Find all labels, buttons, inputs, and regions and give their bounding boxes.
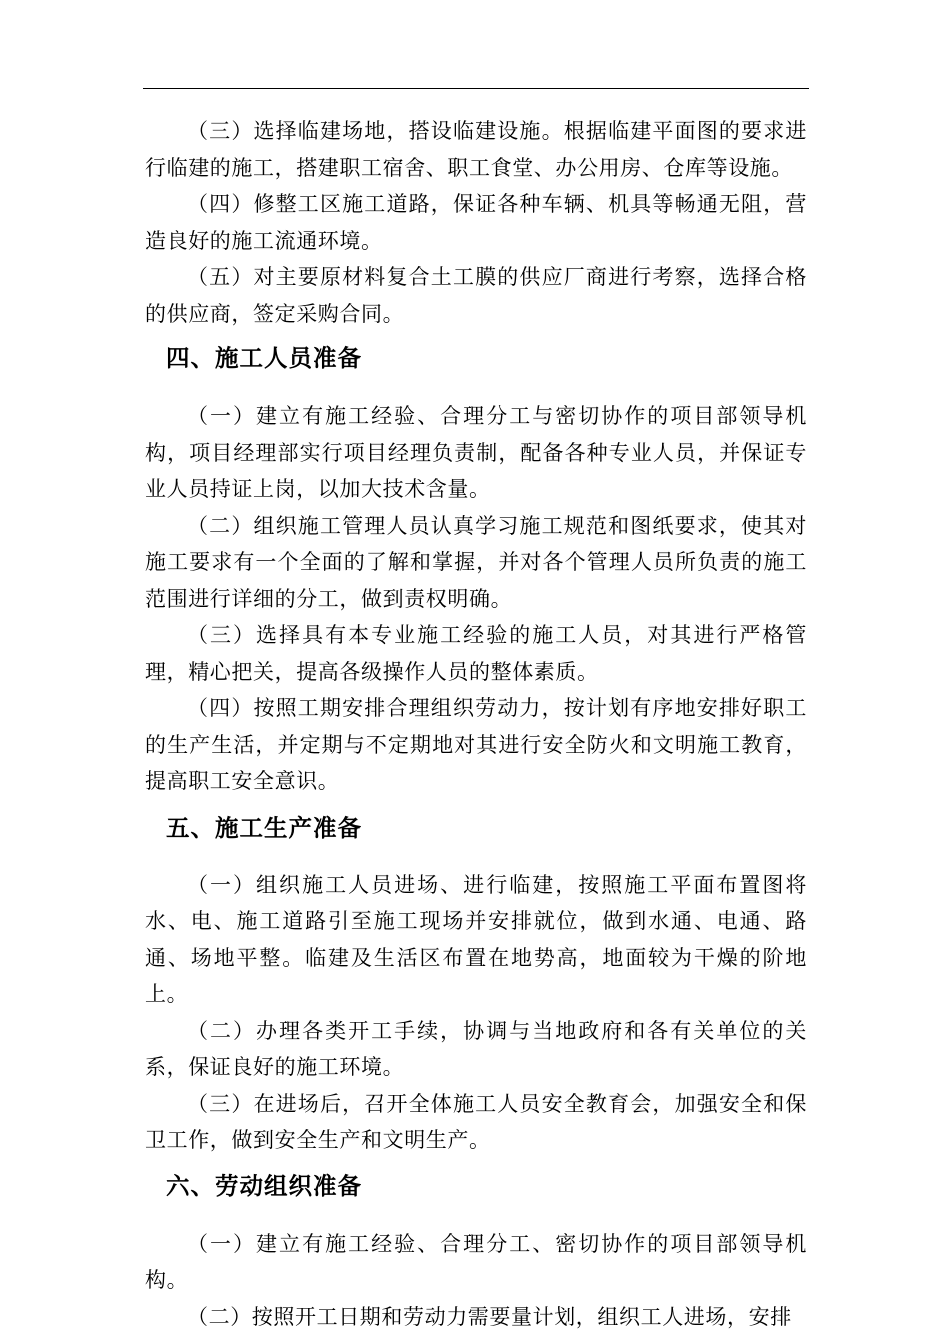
paragraph-road-repair: （四）修整工区施工道路，保证各种车辆、机具等畅通无阻，营造良好的施工流通环境。 <box>145 192 807 253</box>
paragraph-safety-meeting: （三）在进场后，召开全体施工人员安全教育会，加强安全和保卫工作，做到安全生产和文明生产。 <box>145 1091 807 1152</box>
paragraph-site-entry: （一）组织施工人员进场、进行临建，按照施工平面布置图将水、电、施工道路引至施工现场并安排就位，做到水通、电通、路通、场地平整。临建及生活区布置在地势高，地面较为干燥的阶地上。 <box>145 872 807 1006</box>
paragraph-leadership: （一）建立有施工经验、合理分工、密切协作的项目部领导机构。 <box>145 1231 807 1292</box>
paragraph-workforce-entry: （二）按照开工日期和劳动力需要量计划，组织工人进场，安排 <box>187 1304 792 1329</box>
paragraph-staff-training: （二）组织施工管理人员认真学习施工规范和图纸要求，使其对施工要求有一个全面的了解和掌握，并对各个管理人员所负责的施工范围进行详细的分工，做到责权明确。 <box>145 513 807 611</box>
paragraph-project-organization: （一）建立有施工经验、合理分工与密切协作的项目部领导机构，项目经理部实行项目经理负责制，配备各种专业人员，并保证专业人员持证上岗，以加大技术含量。 <box>145 404 807 501</box>
paragraph-labor-arrangement: （四）按照工期安排合理组织劳动力，按计划有序地安排好职工的生产生活，并定期与不定期地对其进行安全防火和文明施工教育，提高职工安全意识。 <box>145 696 807 793</box>
paragraph-supplier-review: （五）对主要原材料复合土工膜的供应厂商进行考察，选择合格的供应商，签定采购合同。 <box>145 265 807 326</box>
document-body <box>145 113 807 1335</box>
paragraph-site-selection: （三）选择临建场地，搭设临建设施。根据临建平面图的要求进行临建的施工，搭建职工宿舍、职工食堂、办公用房、仓库等设施。 <box>145 119 807 180</box>
section-heading-personnel: 四、施工人员准备 <box>166 344 362 372</box>
header-rule <box>143 88 809 89</box>
paragraph-permits: （二）办理各类开工手续，协调与当地政府和各有关单位的关系，保证良好的施工环境。 <box>145 1018 807 1079</box>
paragraph-worker-selection: （三）选择具有本专业施工经验的施工人员，对其进行严格管理，精心把关，提高各级操作人员的整体素质。 <box>145 623 807 684</box>
section-heading-labor: 六、劳动组织准备 <box>166 1171 362 1200</box>
section-heading-production: 五、施工生产准备 <box>166 813 362 842</box>
